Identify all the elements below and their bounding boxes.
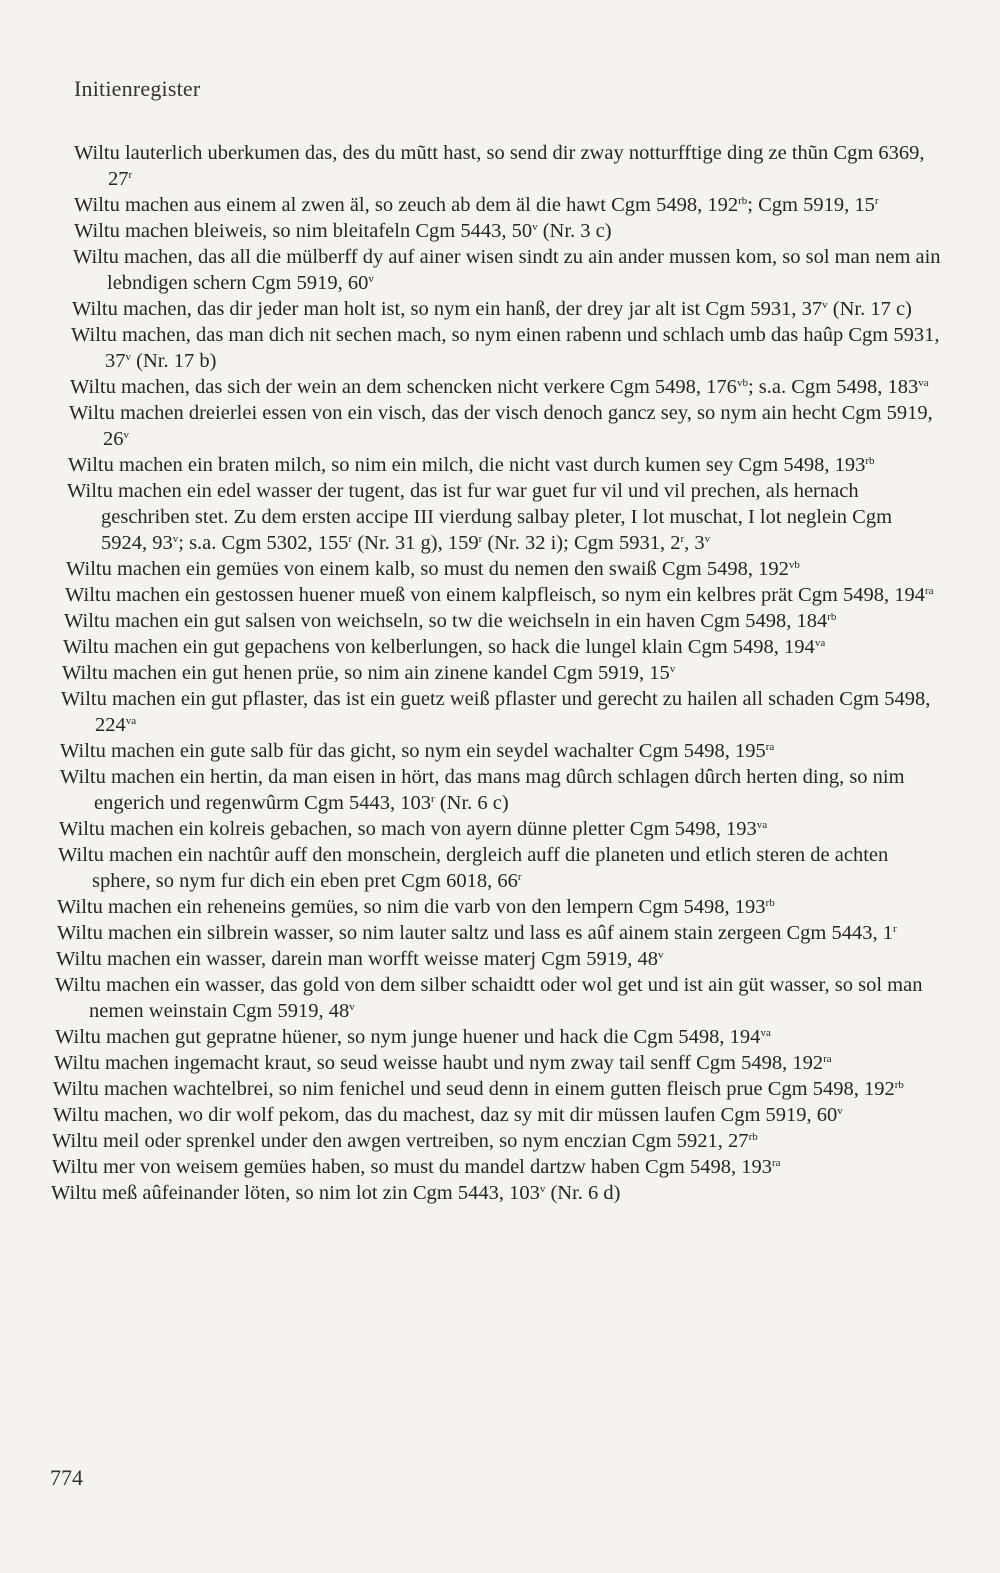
register-entry — [65, 582, 942, 608]
register-entry — [58, 842, 942, 894]
register-entry — [54, 1050, 942, 1076]
entry-text: Wiltu meil oder sprenkel under den awgen vertreiben, so nym enczian Cgm 5921, 27 — [52, 1130, 749, 1152]
entry-text: ; s.a. Cgm 5498, 183 — [747, 376, 919, 398]
entry-text: Wiltu lauterlich uberkumen das, des du mũtt hast, so send dir zway notturfftige ding ze thũn Cgm 6369, 27 — [74, 142, 925, 190]
folio-superscript: v — [822, 299, 828, 311]
entry-text: (Nr. 6 d) — [545, 1182, 621, 1204]
register-entry — [74, 140, 942, 192]
register-entry — [55, 972, 942, 1024]
register-entry — [52, 1154, 942, 1180]
folio-superscript: va — [760, 1027, 771, 1039]
entry-text: Wiltu machen, das sich der wein an dem schencken nicht verkere Cgm 5498, 176 — [70, 376, 737, 398]
register-entry — [73, 244, 942, 296]
entry-text: Wiltu machen aus einem al zwen äl, so zeuch ab dem äl die hawt Cgm 5498, 192 — [74, 194, 739, 216]
entry-text: Wiltu machen ein reheneins gemües, so nim die varb von den lempern Cgm 5498, 193 — [57, 896, 766, 918]
entry-text: Wiltu machen ein braten milch, so nim ein milch, die nicht vast durch kumen sey Cgm 5498, 193 — [68, 454, 866, 476]
entry-text: Wiltu machen ein edel wasser der tugent, das ist fur war guet fur vil und vil prechen, als hernach geschriben stet. Zu dem ersten accipe III vierdung salbay pleter, I lot muschat, I lot neglein Cgm 5924, 93 — [67, 480, 893, 554]
register-entry — [72, 296, 942, 322]
folio-superscript: r — [893, 923, 897, 935]
folio-superscript: r — [348, 533, 353, 545]
entry-text: Wiltu machen ein wasser, das gold von dem silber schaidtt oder wol get und ist ain güt wasser, so sol man nemen weinstain Cgm 5919, 48 — [55, 974, 923, 1022]
entry-text: Wiltu machen ein nachtûr auff den monschein, dergleich auff die planeten und etlich steren de achten sphere, so nym fur dich ein eben pret Cgm 6018, 66 — [58, 844, 889, 892]
register-entry — [59, 816, 942, 842]
entry-text: Wiltu machen, das all die mülberff dy auf ainer wisen sindt zu ain ander mussen kom, so sol man nem ain lebndigen schern Cgm 5919, 60 — [73, 246, 941, 294]
entry-text: Wiltu machen bleiweis, so nim bleitafeln Cgm 5443, 50 — [74, 220, 533, 242]
entry-text: Wiltu machen ein gut salsen von weichseln, so tw die weichseln in ein haven Cgm 5498, 184 — [64, 610, 828, 632]
folio-superscript: ra — [823, 1053, 832, 1065]
entry-text: (Nr. 31 g), 159 — [352, 532, 479, 554]
folio-superscript: v — [539, 1183, 546, 1195]
folio-superscript: rb — [765, 897, 775, 909]
entry-text: (Nr. 6 c) — [434, 792, 509, 814]
register-entry — [68, 452, 942, 478]
folio-superscript: v — [172, 533, 179, 545]
entry-text: Wiltu machen, wo dir wolf pekom, das du machest, daz sy mit dir müssen laufen Cgm 5919, 60 — [53, 1104, 838, 1126]
folio-superscript: vb — [788, 559, 800, 571]
entry-text: Wiltu machen ein silbrein wasser, so nim lauter saltz und lass es aûf ainem stain zergeen Cgm 5443, 1 — [57, 922, 893, 944]
register-entry — [51, 1180, 942, 1206]
entry-text: Wiltu machen ein gute salb für das gicht, so nym ein seydel wachalter Cgm 5498, 195 — [60, 740, 766, 762]
folio-superscript: v — [658, 949, 664, 961]
register-entry — [57, 894, 942, 920]
register-entry — [60, 764, 942, 816]
entry-text: (Nr. 17 b) — [131, 350, 217, 372]
entry-text: (Nr. 17 c) — [827, 298, 912, 320]
entry-text: (Nr. 3 c) — [537, 220, 612, 242]
folio-superscript: ra — [924, 585, 934, 597]
register-entry — [64, 608, 942, 634]
entry-text: Wiltu machen wachtelbrei, so nim fenichel und seud denn in einem gutten fleisch prue Cgm 5498, 192 — [53, 1078, 895, 1100]
register-entry — [53, 1076, 942, 1102]
folio-superscript: vb — [736, 377, 748, 389]
register-entries — [52, 140, 942, 1206]
folio-superscript: r — [874, 195, 879, 207]
register-entry — [69, 400, 942, 452]
folio-superscript: rb — [894, 1079, 904, 1091]
folio-superscript: r — [431, 793, 435, 805]
folio-superscript: rb — [827, 611, 837, 623]
register-entry — [61, 686, 942, 738]
folio-superscript: v — [532, 221, 538, 233]
register-entry — [66, 556, 942, 582]
entry-text: Wiltu machen gut gepratne hüener, so nym junge huener und hack die Cgm 5498, 194 — [55, 1026, 761, 1048]
entry-text: , 3 — [684, 532, 705, 554]
folio-superscript: rb — [738, 195, 748, 207]
folio-superscript: v — [669, 663, 676, 675]
folio-superscript: rb — [865, 455, 875, 467]
entry-text: Wiltu machen ingemacht kraut, so seud weisse haubt und nym zway tail senff Cgm 5498, 192 — [54, 1052, 824, 1074]
entry-text: ; Cgm 5919, 15 — [747, 194, 875, 216]
register-entry — [63, 634, 942, 660]
entry-text: ; s.a. Cgm 5302, 155 — [178, 532, 349, 554]
register-entry — [62, 660, 942, 686]
entry-text: Wiltu machen ein gemües von einem kalb, so must du nemen den swaiß Cgm 5498, 192 — [66, 558, 789, 580]
register-entry — [57, 920, 942, 946]
folio-superscript: ra — [765, 741, 775, 753]
register-entry — [52, 1128, 942, 1154]
folio-superscript: r — [478, 533, 483, 545]
entry-text: Wiltu mer von weisem gemües haben, so must du mandel dartzw haben Cgm 5498, 193 — [52, 1156, 772, 1178]
folio-superscript: v — [125, 351, 131, 363]
entry-text: Wiltu machen ein gut pflaster, das ist ein guetz weiß pflaster und gerecht zu hailen all schaden Cgm 5498, 224 — [61, 688, 931, 736]
register-entry — [53, 1102, 942, 1128]
folio-superscript: va — [814, 637, 826, 649]
register-entry — [55, 1024, 942, 1050]
folio-superscript: v — [704, 533, 711, 545]
folio-superscript: r — [128, 169, 133, 181]
entry-text: Wiltu machen ein gut gepachens von kelberlungen, so hack die lungel klain Cgm 5498, 194 — [63, 636, 815, 658]
register-entry — [71, 322, 942, 374]
folio-superscript: r — [680, 533, 685, 545]
entry-text: Wiltu machen ein wasser, darein man worfft weisse materj Cgm 5919, 48 — [56, 948, 658, 970]
entry-text: Wiltu machen dreierlei essen von ein visch, das der visch denoch gancz sey, so nym ain hecht Cgm 5919, 26 — [69, 402, 933, 450]
entry-text: Wiltu machen ein gut henen prüe, so nim ain zinene kandel Cgm 5919, 15 — [62, 662, 670, 684]
entry-text: Wiltu machen, das man dich nit sechen mach, so nym einen rabenn und schlach umb das haûp Cgm 5931, 37 — [71, 324, 940, 372]
entry-text: Wiltu meß aûfeinander löten, so nim lot zin Cgm 5443, 103 — [51, 1182, 540, 1204]
folio-superscript: v — [349, 1001, 355, 1013]
register-entry — [74, 218, 942, 244]
running-head: Initienregister — [74, 76, 201, 101]
folio-superscript: ra — [771, 1157, 781, 1169]
folio-superscript: r — [517, 871, 522, 883]
entry-text: Wiltu machen ein hertin, da man eisen in hört, das mans mag dûrch schlagen dûrch herten ding, so nim engerich und regenwûrm Cgm 5443, 103 — [60, 766, 905, 814]
entry-text: Wiltu machen ein gestossen huener mueß von einem kalpfleisch, so nym ein kelbres prät Cgm 5498, 194 — [65, 584, 925, 606]
folio-superscript: va — [125, 715, 137, 727]
entry-text: Wiltu machen, das dir jeder man holt ist, so nym ein hanß, der drey jar alt ist Cgm 5931, 37 — [72, 298, 823, 320]
folio-superscript: v — [837, 1105, 843, 1117]
register-entry — [67, 478, 942, 556]
entry-text: (Nr. 32 i); Cgm 5931, 2 — [482, 532, 681, 554]
folio-superscript: v — [368, 273, 374, 285]
folio-superscript: va — [756, 819, 768, 831]
folio-superscript: rb — [748, 1131, 758, 1143]
page-number: 774 — [50, 1465, 83, 1490]
folio-superscript: v — [123, 429, 129, 441]
folio-superscript: va — [918, 377, 929, 389]
register-entry — [70, 374, 942, 400]
register-entry — [74, 192, 942, 218]
register-entry — [60, 738, 942, 764]
entry-text: Wiltu machen ein kolreis gebachen, so mach von ayern dünne pletter Cgm 5498, 193 — [59, 818, 757, 840]
register-entry — [56, 946, 942, 972]
